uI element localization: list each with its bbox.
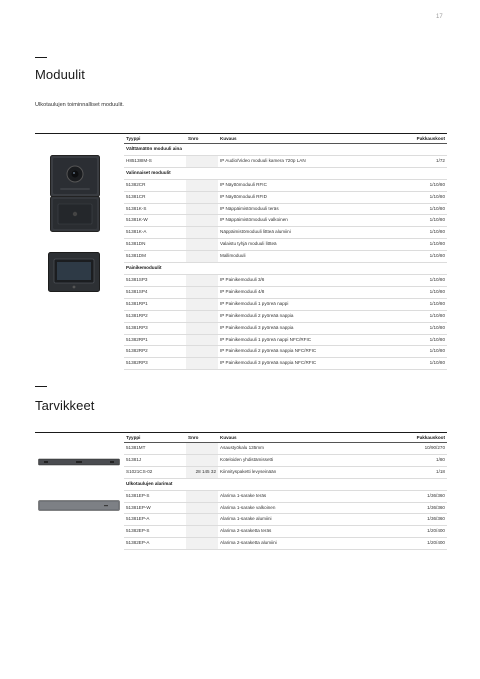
cell-desc: IP Painikemoduuli 4/8 bbox=[218, 286, 378, 298]
cell-desc: Alarima 2-saraketta teräs bbox=[218, 526, 378, 538]
cell-snro bbox=[186, 538, 218, 550]
group-row bbox=[124, 263, 447, 275]
col-header-type: Tyyppi bbox=[124, 134, 186, 144]
cell-snro bbox=[186, 286, 218, 298]
cell-type: 51382EP-S bbox=[124, 526, 186, 538]
col-header-desc: Kuvaus bbox=[218, 433, 378, 443]
camera-module-image bbox=[50, 155, 100, 197]
cell-desc: Valaistu tyhjä moduuli littteä bbox=[218, 239, 378, 251]
cell-snro bbox=[186, 502, 218, 514]
cell-pack: 1/10/80 bbox=[378, 358, 447, 370]
table-row bbox=[124, 466, 447, 478]
cell-desc: IP Painikemoduuli 1 pyöreä nappi NFC/RFIC bbox=[218, 334, 378, 346]
bottom-rail-image bbox=[38, 500, 120, 511]
cell-type: 51381K-A bbox=[124, 227, 186, 239]
mounting-kit-image bbox=[38, 458, 120, 466]
table-row bbox=[124, 298, 447, 310]
cell-pack: 1/10/80 bbox=[378, 239, 447, 251]
cell-pack: 1/18 bbox=[378, 466, 447, 478]
cell-pack: 10/90/270 bbox=[378, 443, 447, 455]
table-row bbox=[124, 514, 447, 526]
cell-snro bbox=[186, 454, 218, 466]
cell-type: 51381EP-W bbox=[124, 502, 186, 514]
cell-type: 51381CR bbox=[124, 191, 186, 203]
cell-desc: IP Painikemoduuli 2 pyöreää nappia NFC/RFIC bbox=[218, 346, 378, 358]
cell-pack: 1/10/80 bbox=[378, 179, 447, 191]
cell-pack: 1/10/80 bbox=[378, 274, 447, 286]
cell-type: 51382RP3 bbox=[124, 358, 186, 370]
cell-snro bbox=[186, 358, 218, 370]
table-row bbox=[124, 191, 447, 203]
accessories-table bbox=[124, 433, 447, 550]
table-row bbox=[124, 334, 447, 346]
table-row bbox=[124, 490, 447, 502]
cell-desc: IP Audio/Video moduuli kamera 720p LAN bbox=[218, 155, 378, 167]
table-row bbox=[124, 526, 447, 538]
cell-pack: 1/10/80 bbox=[378, 322, 447, 334]
cell-desc: Mallimoduuli bbox=[218, 251, 378, 263]
cell-type: 51382RP1 bbox=[124, 334, 186, 346]
cell-snro bbox=[186, 227, 218, 239]
cell-desc: IP Näppäimistömoduuli valkoinen bbox=[218, 215, 378, 227]
table-row bbox=[124, 454, 447, 466]
cell-desc: IP Painikemoduuli 1 pyöreä nappi bbox=[218, 298, 378, 310]
cell-snro bbox=[186, 514, 218, 526]
table-row bbox=[124, 227, 447, 239]
cell-type: 51381J bbox=[124, 454, 186, 466]
table-row bbox=[124, 322, 447, 334]
cell-desc: IP Näyttömoduuli RFID bbox=[218, 191, 378, 203]
cell-desc: Alarima 1-sarake valkoinen bbox=[218, 502, 378, 514]
cell-type: 51381MT bbox=[124, 443, 186, 455]
cell-snro bbox=[186, 334, 218, 346]
cell-type: 51382CR bbox=[124, 179, 186, 191]
cell-pack: 1/36/360 bbox=[378, 502, 447, 514]
cell-desc: Alarima 1-sarake teräs bbox=[218, 490, 378, 502]
cell-snro bbox=[186, 443, 218, 455]
cell-snro bbox=[186, 322, 218, 334]
cell-pack: 1/10/80 bbox=[378, 203, 447, 215]
table-row bbox=[124, 239, 447, 251]
cell-pack: 1/10/80 bbox=[378, 310, 447, 322]
cell-pack: 1/36/360 bbox=[378, 514, 447, 526]
table-row bbox=[124, 443, 447, 455]
cell-desc: IP Painikemoduuli 3 pyöreää nappia bbox=[218, 322, 378, 334]
section-title-accessories: Tarvikkeet bbox=[35, 398, 95, 413]
table-row bbox=[124, 502, 447, 514]
button-module-image bbox=[48, 252, 100, 292]
cell-pack: 1/80 bbox=[378, 454, 447, 466]
table-row bbox=[124, 310, 447, 322]
cell-desc: Alarima 1-sarake alumiini bbox=[218, 514, 378, 526]
table-row bbox=[124, 346, 447, 358]
table-row bbox=[124, 274, 447, 286]
group-label: Välttämätön moduuli aina bbox=[124, 144, 447, 156]
cell-snro bbox=[186, 179, 218, 191]
section-title-modules: Moduulit bbox=[35, 67, 85, 82]
col-header-pack: Pakkauskoot bbox=[378, 433, 447, 443]
cell-pack: 1/36/360 bbox=[378, 490, 447, 502]
cell-pack: 1/10/80 bbox=[378, 346, 447, 358]
modules-table bbox=[124, 134, 447, 370]
cell-desc: Asaustyökalu 135mm bbox=[218, 443, 378, 455]
table-row bbox=[124, 286, 447, 298]
section-dash bbox=[35, 386, 47, 387]
table-row bbox=[124, 155, 447, 167]
cell-snro bbox=[186, 298, 218, 310]
cell-desc: Alarima 2-saraketta alumiini bbox=[218, 538, 378, 550]
section-intro: Ulkotaulujen toiminnalliset moduulit. bbox=[35, 102, 124, 108]
cell-type: 51381RP3 bbox=[124, 322, 186, 334]
cell-type: S1021CS-02 bbox=[124, 466, 186, 478]
cell-snro bbox=[186, 346, 218, 358]
cell-type: 51381EP-S bbox=[124, 490, 186, 502]
cell-type: 51381SP4 bbox=[124, 286, 186, 298]
cell-pack: 1/72 bbox=[378, 155, 447, 167]
cell-snro bbox=[186, 203, 218, 215]
group-row bbox=[124, 478, 447, 490]
group-label: Valinnaiset moduulit bbox=[124, 167, 447, 179]
cell-pack: 1/10/80 bbox=[378, 251, 447, 263]
cell-pack: 1/10/80 bbox=[378, 215, 447, 227]
cell-desc: Kiinnityspaketti levyseinään bbox=[218, 466, 378, 478]
group-label: Ulkotaulujen alarimat bbox=[124, 478, 447, 490]
col-header-snro: Snro bbox=[186, 433, 218, 443]
table-row bbox=[124, 203, 447, 215]
group-label: Painikemoduulit bbox=[124, 263, 447, 275]
cell-pack: 1/10/80 bbox=[378, 298, 447, 310]
col-header-pack: Pakkauskoot bbox=[378, 134, 447, 144]
cell-desc: IP Näyttömoduuli RFIC bbox=[218, 179, 378, 191]
cell-type: 51382EP-A bbox=[124, 538, 186, 550]
cell-type: 51381K-S bbox=[124, 203, 186, 215]
page-number: 17 bbox=[436, 14, 443, 20]
cell-pack: 1/10/80 bbox=[378, 191, 447, 203]
cell-snro bbox=[186, 215, 218, 227]
table-row bbox=[124, 179, 447, 191]
keypad-module-image bbox=[50, 196, 100, 232]
group-row bbox=[124, 144, 447, 156]
cell-desc: IP Näppäimistömoduuli teräs bbox=[218, 203, 378, 215]
cell-snro bbox=[186, 274, 218, 286]
cell-type: H85138IM-S bbox=[124, 155, 186, 167]
table-row bbox=[124, 538, 447, 550]
col-header-snro: Snro bbox=[186, 134, 218, 144]
cell-desc: IP Painikemoduuli 2 pyöreää nappia bbox=[218, 310, 378, 322]
col-header-type: Tyyppi bbox=[124, 433, 186, 443]
cell-snro: 28 145 32 bbox=[186, 466, 218, 478]
table-row bbox=[124, 215, 447, 227]
cell-snro bbox=[186, 155, 218, 167]
table-row bbox=[124, 251, 447, 263]
cell-type: 51381DN bbox=[124, 239, 186, 251]
cell-pack: 1/10/80 bbox=[378, 227, 447, 239]
cell-pack: 1/10/80 bbox=[378, 334, 447, 346]
cell-type: 51381SP3 bbox=[124, 274, 186, 286]
cell-type: 51382RP2 bbox=[124, 346, 186, 358]
cell-desc: Näppäimistömoduuli littteä alumiini bbox=[218, 227, 378, 239]
cell-snro bbox=[186, 239, 218, 251]
col-header-desc: Kuvaus bbox=[218, 134, 378, 144]
cell-pack: 1/10/80 bbox=[378, 286, 447, 298]
cell-type: 51381K-W bbox=[124, 215, 186, 227]
cell-snro bbox=[186, 310, 218, 322]
group-row bbox=[124, 167, 447, 179]
cell-snro bbox=[186, 526, 218, 538]
section-dash bbox=[35, 57, 47, 58]
cell-desc: IP Painikemoduuli 3 pyöreää nappia NFC/RFIC bbox=[218, 358, 378, 370]
cell-desc: IP Painikemoduuli 3/6 bbox=[218, 274, 378, 286]
cell-pack: 1/20/400 bbox=[378, 526, 447, 538]
cell-pack: 1/20/400 bbox=[378, 538, 447, 550]
cell-type: 51381RP1 bbox=[124, 298, 186, 310]
cell-snro bbox=[186, 251, 218, 263]
table-header-row bbox=[124, 134, 447, 144]
table-header-row bbox=[124, 433, 447, 443]
table-row bbox=[124, 358, 447, 370]
cell-desc: Koteloiden yhdistämissetti bbox=[218, 454, 378, 466]
cell-snro bbox=[186, 490, 218, 502]
cell-type: 51381RP2 bbox=[124, 310, 186, 322]
cell-type: 51381DM bbox=[124, 251, 186, 263]
cell-snro bbox=[186, 191, 218, 203]
cell-type: 51381EP-A bbox=[124, 514, 186, 526]
